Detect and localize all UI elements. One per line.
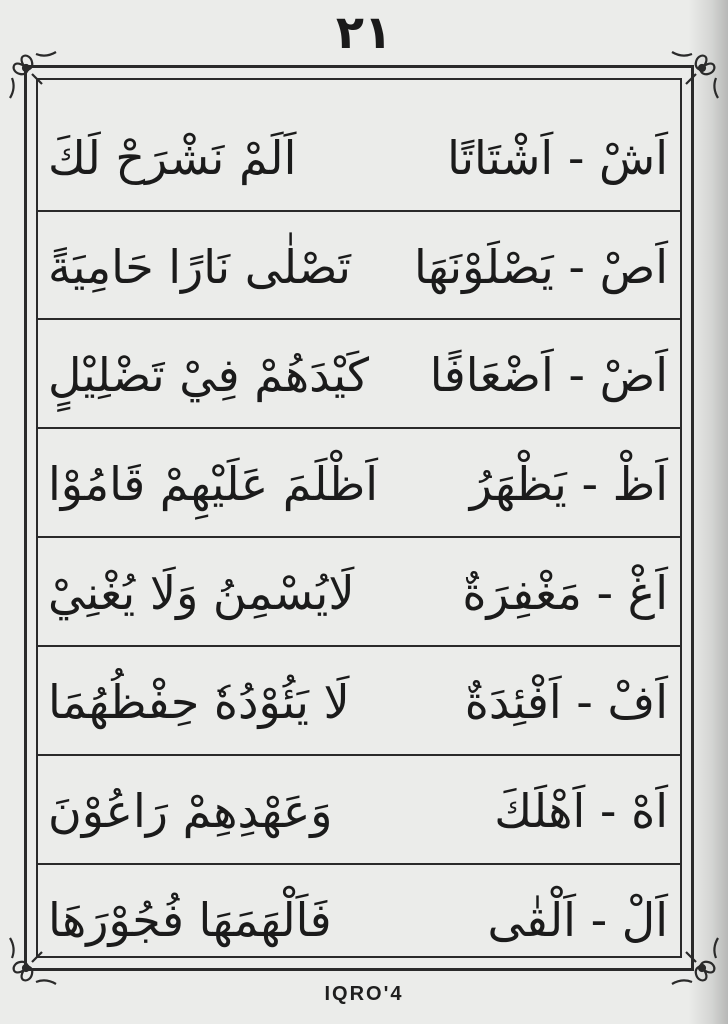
lesson-row <box>36 866 682 974</box>
row-divider <box>36 318 682 320</box>
phrase-example: اَظْلَمَ عَلَيْهِمْ قَامُوْا <box>48 457 379 511</box>
phrase-example: لَايُسْمِنُ وَلَا يُغْنِيْ <box>48 566 355 620</box>
lesson-row <box>36 104 682 212</box>
lesson-row <box>36 321 682 429</box>
syllable-example: اَلْ - اَلْقٰى <box>487 893 668 947</box>
syllable-example: اَصْ - يَصْلَوْنَهَا <box>414 240 668 294</box>
phrase-example: وَعَهْدِهِمْ رَاعُوْنَ <box>48 784 333 838</box>
row-divider <box>36 863 682 865</box>
syllable-example: اَظْ - يَظْهَرُ <box>469 457 668 511</box>
phrase-example: تَصْلٰى نَارًا حَامِيَةً <box>48 240 351 294</box>
syllable-example: اَغْ - مَغْفِرَةٌ <box>462 566 668 620</box>
corner-ornament-top-left-icon <box>6 48 62 104</box>
row-divider <box>36 645 682 647</box>
syllable-example: اَهْ - اَهْلَكَ <box>494 784 668 838</box>
book-footer-label: IQRO'4 <box>324 983 404 1005</box>
syllable-example: اَشْ - اَشْتَاتًا <box>447 131 668 185</box>
row-divider <box>36 536 682 538</box>
lesson-row <box>36 539 682 647</box>
phrase-example: اَلَمْ نَشْرَحْ لَكَ <box>48 131 297 185</box>
syllable-example: اَفْ - اَفْئِدَةٌ <box>464 675 668 729</box>
lesson-row <box>36 757 682 865</box>
row-divider <box>36 210 682 212</box>
page-spine-shadow <box>688 0 728 1024</box>
corner-ornament-top-right-icon <box>666 48 722 104</box>
page-number: ٢١ <box>335 5 393 59</box>
lesson-row <box>36 430 682 538</box>
row-divider <box>36 754 682 756</box>
lesson-row <box>36 213 682 321</box>
row-divider <box>36 427 682 429</box>
lesson-row <box>36 648 682 756</box>
syllable-example: اَضْ - اَضْعَافًا <box>429 348 668 402</box>
phrase-example: كَيْدَهُمْ فِيْ تَضْلِيْلٍ <box>48 348 370 402</box>
phrase-example: لَا يَئُوْدُهٗ حِفْظُهُمَا <box>48 675 350 729</box>
phrase-example: فَاَلْهَمَهَا فُجُوْرَهَا <box>48 893 332 947</box>
